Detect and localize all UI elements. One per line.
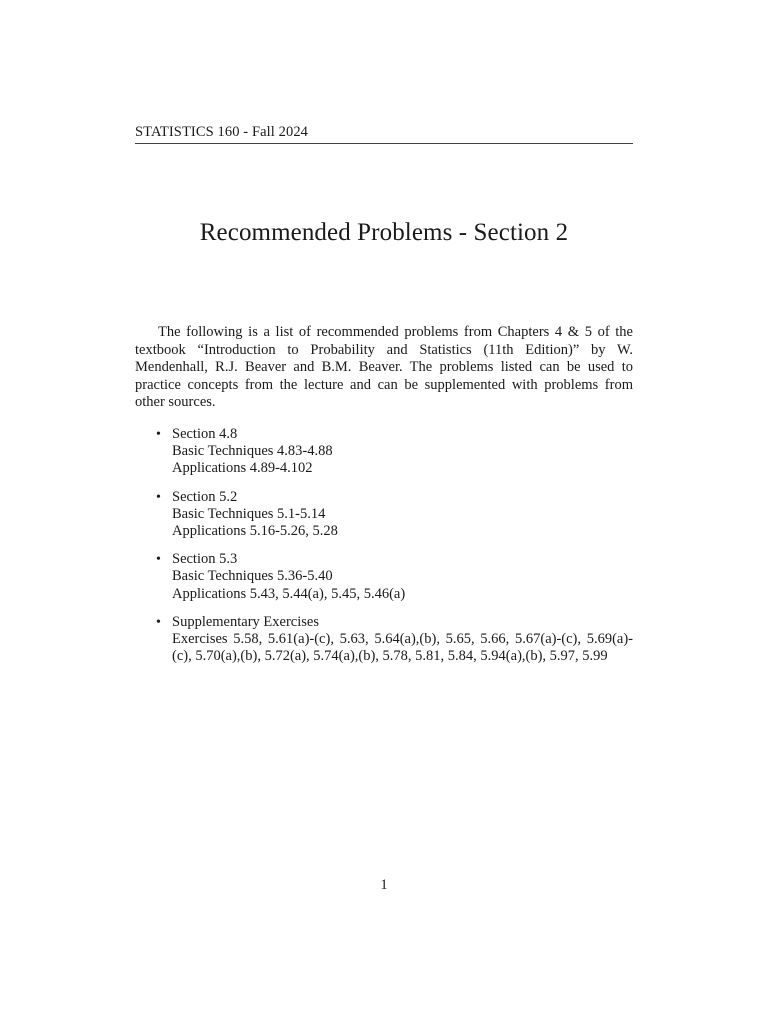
- applications: Applications 4.89-4.102: [172, 460, 313, 477]
- page-title: Recommended Problems - Section 2: [199, 219, 569, 246]
- supplementary-exercises: Exercises 5.58, 5.61(a)-(c), 5.63, 5.64(a),(b), 5.65, 5.66, 5.67(a)-(c), 5.69(a)-(c), 5.70(a),(b), 5.72(a), 5.74(a),(b), 5.78, 5.81, 5.84, 5.94(a),(b), 5.97, 5.99: [172, 631, 633, 665]
- header-divider: [135, 143, 633, 144]
- section-heading: Supplementary Exercises: [172, 613, 319, 630]
- basic-techniques: Basic Techniques 5.36-5.40: [172, 568, 333, 585]
- list-item-section-5-3: [135, 551, 633, 603]
- course-header: STATISTICS 160 - Fall 2024: [135, 124, 309, 140]
- page-number: 1: [380, 877, 388, 893]
- applications: Applications 5.16-5.26, 5.28: [172, 523, 338, 540]
- bullet-icon: •: [156, 614, 161, 630]
- basic-techniques: Basic Techniques 4.83-4.88: [172, 443, 333, 460]
- list-item-section-5-2: [135, 489, 633, 541]
- bullet-icon: •: [156, 552, 161, 568]
- problem-list: [135, 426, 633, 676]
- bullet-icon: •: [156, 489, 161, 505]
- bullet-icon: •: [156, 427, 161, 442]
- basic-techniques: Basic Techniques 5.1-5.14: [172, 505, 326, 522]
- section-heading: Section 4.8: [172, 426, 238, 442]
- list-item-section-4-8: [135, 426, 633, 478]
- section-heading: Section 5.3: [172, 551, 238, 568]
- section-heading: Section 5.2: [172, 488, 238, 505]
- applications: Applications 5.43, 5.44(a), 5.45, 5.46(a): [172, 585, 406, 602]
- list-item-supplementary: [135, 614, 633, 666]
- intro-paragraph: The following is a list of recommended problems from Chapters 4 & 5 of the textbook “Introduction to Probability and Statistics (11th Edition)” by W. Mendenhall, R.J. Beaver and B.M. Beaver. The problems listed can be used to practice concepts from the lecture and can be supplemented with problems from other sources.: [135, 324, 633, 410]
